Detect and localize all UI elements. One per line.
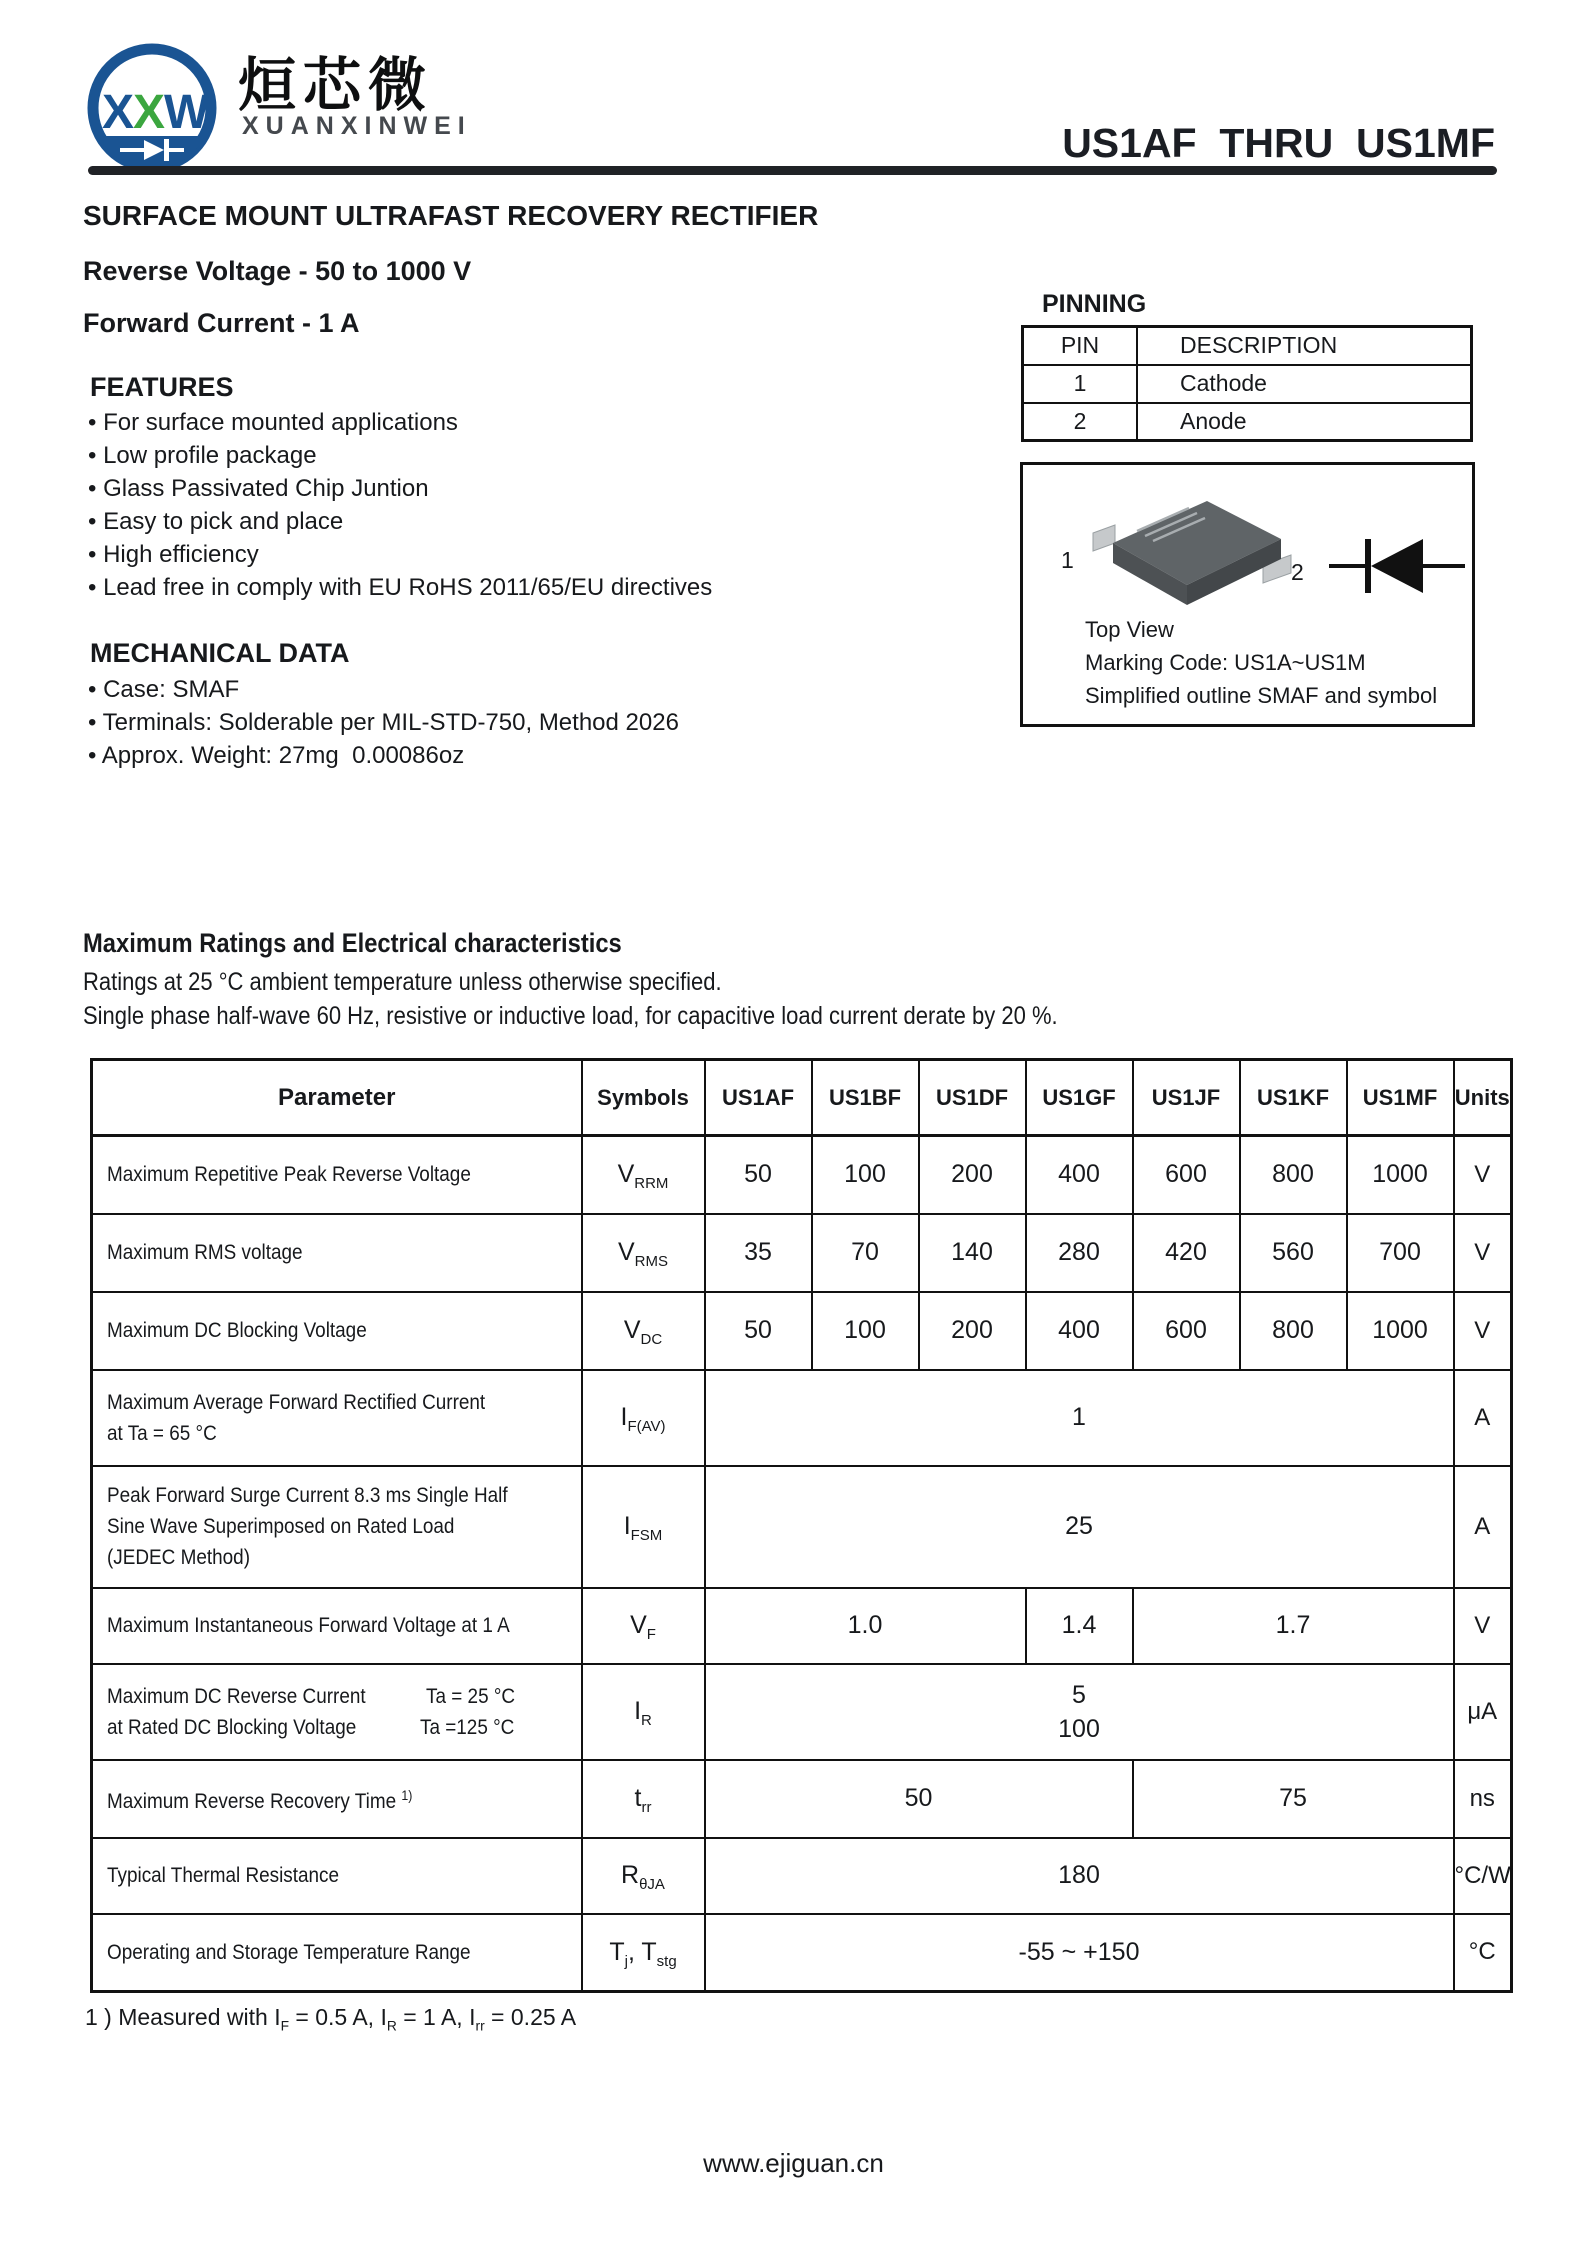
value-cell: 400 — [1026, 1136, 1133, 1214]
parameter-cell: Typical Thermal Resistance — [92, 1838, 582, 1914]
feature-item: • Lead free in comply with EU RoHS 2011/65/EU directives — [88, 571, 712, 604]
pinning-table — [1021, 325, 1473, 442]
feature-item: • Glass Passivated Chip Juntion — [88, 472, 712, 505]
value-cell: 280 — [1026, 1214, 1133, 1292]
value-cell: 25 — [705, 1466, 1454, 1588]
parameter-cell: Maximum Repetitive Peak Reverse Voltage — [92, 1136, 582, 1214]
diode-symbol-icon — [1329, 527, 1465, 605]
parameter-cell: Maximum DC Reverse Current Ta = 25 °C at Rated DC Blocking Voltage Ta =125 °C — [92, 1664, 582, 1760]
logo-monogram-x1: X — [102, 86, 135, 139]
value-cell: 800 — [1240, 1136, 1347, 1214]
ratings-header-row — [92, 1060, 1512, 1136]
mechanical-item: • Case: SMAF — [88, 673, 679, 706]
pin-number: 2 — [1023, 403, 1138, 441]
value-cell: 1.0 — [705, 1588, 1026, 1664]
value-cell: 200 — [919, 1292, 1026, 1370]
footer-website: www.ejiguan.cn — [703, 2148, 884, 2178]
parameter-cell: Maximum Reverse Recovery Time $^{1)}$ — [92, 1760, 582, 1838]
unit-cell: ns — [1454, 1760, 1512, 1838]
pinning-row — [1023, 403, 1472, 441]
unit-cell: °C/W — [1454, 1838, 1512, 1914]
value-cell: 50 — [705, 1136, 812, 1214]
value-cell: 35 — [705, 1214, 812, 1292]
value-cell: 100 — [812, 1292, 919, 1370]
mechanical-data-heading: MECHANICAL DATA — [90, 638, 350, 668]
value-cell: 70 — [812, 1214, 919, 1292]
features-heading: FEATURES — [90, 372, 234, 402]
value-cell: 5 100 — [705, 1664, 1454, 1760]
forward-current-line: Forward Current - 1 A — [83, 308, 360, 338]
package-caption-marking-code: Marking Code: US1A~US1M — [1085, 650, 1366, 675]
logo-chinese-name: 烜芯微 — [238, 53, 434, 118]
description-column-header: DESCRIPTION — [1137, 327, 1472, 365]
unit-cell: μA — [1454, 1664, 1512, 1760]
units-column-header: Units — [1454, 1060, 1512, 1136]
product-title: SURFACE MOUNT ULTRAFAST RECOVERY RECTIFIER — [83, 200, 819, 231]
table-row-tstg — [92, 1914, 1512, 1992]
parameter-cell: Peak Forward Surge Current 8.3 ms Single Half Sine Wave Superimposed on Rated Load (JEDEC Method) — [92, 1466, 582, 1588]
pinning-header-row — [1023, 327, 1472, 365]
parameter-cell: Maximum RMS voltage — [92, 1214, 582, 1292]
part-column-header: US1GF — [1026, 1060, 1133, 1136]
symbol-cell: $I_R$ — [582, 1664, 705, 1760]
value-cell: 600 — [1133, 1136, 1240, 1214]
value-cell: 200 — [919, 1136, 1026, 1214]
symbol-cell: $I_{FSM}$ — [582, 1466, 705, 1588]
part-column-header: US1AF — [705, 1060, 812, 1136]
package-pin1-label: 1 — [1061, 547, 1074, 573]
value-cell: 560 — [1240, 1214, 1347, 1292]
mechanical-item: • Approx. Weight: 27mg 0.00086oz — [88, 739, 679, 772]
value-cell: 140 — [919, 1214, 1026, 1292]
value-cell: 75 — [1133, 1760, 1454, 1838]
table-row-vf — [92, 1588, 1512, 1664]
table-row-vrms — [92, 1214, 1512, 1292]
pinning-heading: PINNING — [1042, 290, 1147, 318]
table-row-vdc — [92, 1292, 1512, 1370]
reverse-voltage-line: Reverse Voltage - 50 to 1000 V — [83, 256, 472, 286]
symbol-cell: $V_{RMS}$ — [582, 1214, 705, 1292]
table-row-ifav — [92, 1370, 1512, 1466]
package-outline-box — [1020, 462, 1475, 727]
features-list — [88, 406, 712, 604]
unit-cell: °C — [1454, 1914, 1512, 1992]
value-cell: 1.4 — [1026, 1588, 1133, 1664]
pinning-row — [1023, 365, 1472, 403]
value-cell: -55 ~ +150 — [705, 1914, 1454, 1992]
unit-cell: V — [1454, 1588, 1512, 1664]
unit-cell: A — [1454, 1370, 1512, 1466]
parameter-cell: Maximum DC Blocking Voltage — [92, 1292, 582, 1370]
table-row-rthja — [92, 1838, 1512, 1914]
value-cell: 180 — [705, 1838, 1454, 1914]
value-cell: 50 — [705, 1760, 1133, 1838]
ratings-note-1: Ratings at 25 °C ambient temperature unless otherwise specified. — [83, 968, 722, 996]
feature-item: • For surface mounted applications — [88, 406, 712, 439]
part-column-header: US1JF — [1133, 1060, 1240, 1136]
mechanical-item: • Terminals: Solderable per MIL-STD-750, Method 2026 — [88, 706, 679, 739]
symbol-cell: $t_{rr}$ — [582, 1760, 705, 1838]
logo-monogram-w: W — [164, 86, 210, 139]
value-cell: 1000 — [1347, 1136, 1454, 1214]
value-cell: 420 — [1133, 1214, 1240, 1292]
table-row-vrrm — [92, 1136, 1512, 1214]
symbol-cell: $T_j$, $T_{stg}$ — [582, 1914, 705, 1992]
unit-cell: A — [1454, 1466, 1512, 1588]
symbol-cell: $I_{F(AV)}$ — [582, 1370, 705, 1466]
table-row-ir — [92, 1664, 1512, 1760]
unit-cell: V — [1454, 1136, 1512, 1214]
value-cell: 1000 — [1347, 1292, 1454, 1370]
value-cell: 800 — [1240, 1292, 1347, 1370]
logo-monogram-x2: X — [133, 86, 166, 139]
value-cell: 600 — [1133, 1292, 1240, 1370]
package-caption-outline: Simplified outline SMAF and symbol — [1085, 683, 1438, 708]
ratings-note-2: Single phase half-wave 60 Hz, resistive or inductive load, for capacitive load current derate by 20 %. — [83, 1002, 1058, 1030]
symbols-column-header: Symbols — [582, 1060, 705, 1136]
part-column-header: US1MF — [1347, 1060, 1454, 1136]
parameter-cell: Operating and Storage Temperature Range — [92, 1914, 582, 1992]
pin-description: Cathode — [1137, 365, 1472, 403]
parameter-column-header: Parameter — [92, 1060, 582, 1136]
package-caption-top-view: Top View — [1085, 617, 1174, 642]
unit-cell: V — [1454, 1292, 1512, 1370]
table-row-trr — [92, 1760, 1512, 1838]
pin-number: 1 — [1023, 365, 1138, 403]
unit-cell: V — [1454, 1214, 1512, 1292]
ratings-table — [90, 1058, 1513, 1993]
feature-item: • Low profile package — [88, 439, 712, 472]
pin-column-header: PIN — [1023, 327, 1138, 365]
symbol-cell: $V_{RRM}$ — [582, 1136, 705, 1214]
parameter-cell: Maximum Instantaneous Forward Voltage at 1 A — [92, 1588, 582, 1664]
value-cell: 700 — [1347, 1214, 1454, 1292]
part-range-title: US1AF THRU US1MF — [1062, 120, 1495, 166]
footnote: 1 ) Measured with $I_F = 0.5$ A, $I_R = 1$ A, $I_{rr} = 0.25$ A — [85, 2004, 577, 2034]
symbol-cell: $R_{\theta JA}$ — [582, 1838, 705, 1914]
brand-logo-icon — [78, 36, 238, 186]
part-column-header: US1BF — [812, 1060, 919, 1136]
table-row-ifsm — [92, 1466, 1512, 1588]
value-cell: 50 — [705, 1292, 812, 1370]
value-cell: 1 — [705, 1370, 1454, 1466]
part-column-header: US1KF — [1240, 1060, 1347, 1136]
symbol-cell: $V_F$ — [582, 1588, 705, 1664]
symbol-cell: $V_{DC}$ — [582, 1292, 705, 1370]
package-pin2-label: 2 — [1291, 559, 1304, 585]
value-cell: 100 — [812, 1136, 919, 1214]
pin-description: Anode — [1137, 403, 1472, 441]
value-cell: 1.7 — [1133, 1588, 1454, 1664]
header-rule — [88, 166, 1497, 175]
mechanical-data-list — [88, 673, 679, 772]
smaf-package-3d-icon — [1085, 485, 1301, 617]
ratings-heading: Maximum Ratings and Electrical characteristics — [83, 928, 622, 958]
feature-item: • High efficiency — [88, 538, 712, 571]
part-column-header: US1DF — [919, 1060, 1026, 1136]
value-cell: 400 — [1026, 1292, 1133, 1370]
feature-item: • Easy to pick and place — [88, 505, 712, 538]
logo-english-name: XUANXINWEI — [242, 112, 472, 140]
parameter-cell: Maximum Average Forward Rectified Current at Ta = 65 °C — [92, 1370, 582, 1466]
